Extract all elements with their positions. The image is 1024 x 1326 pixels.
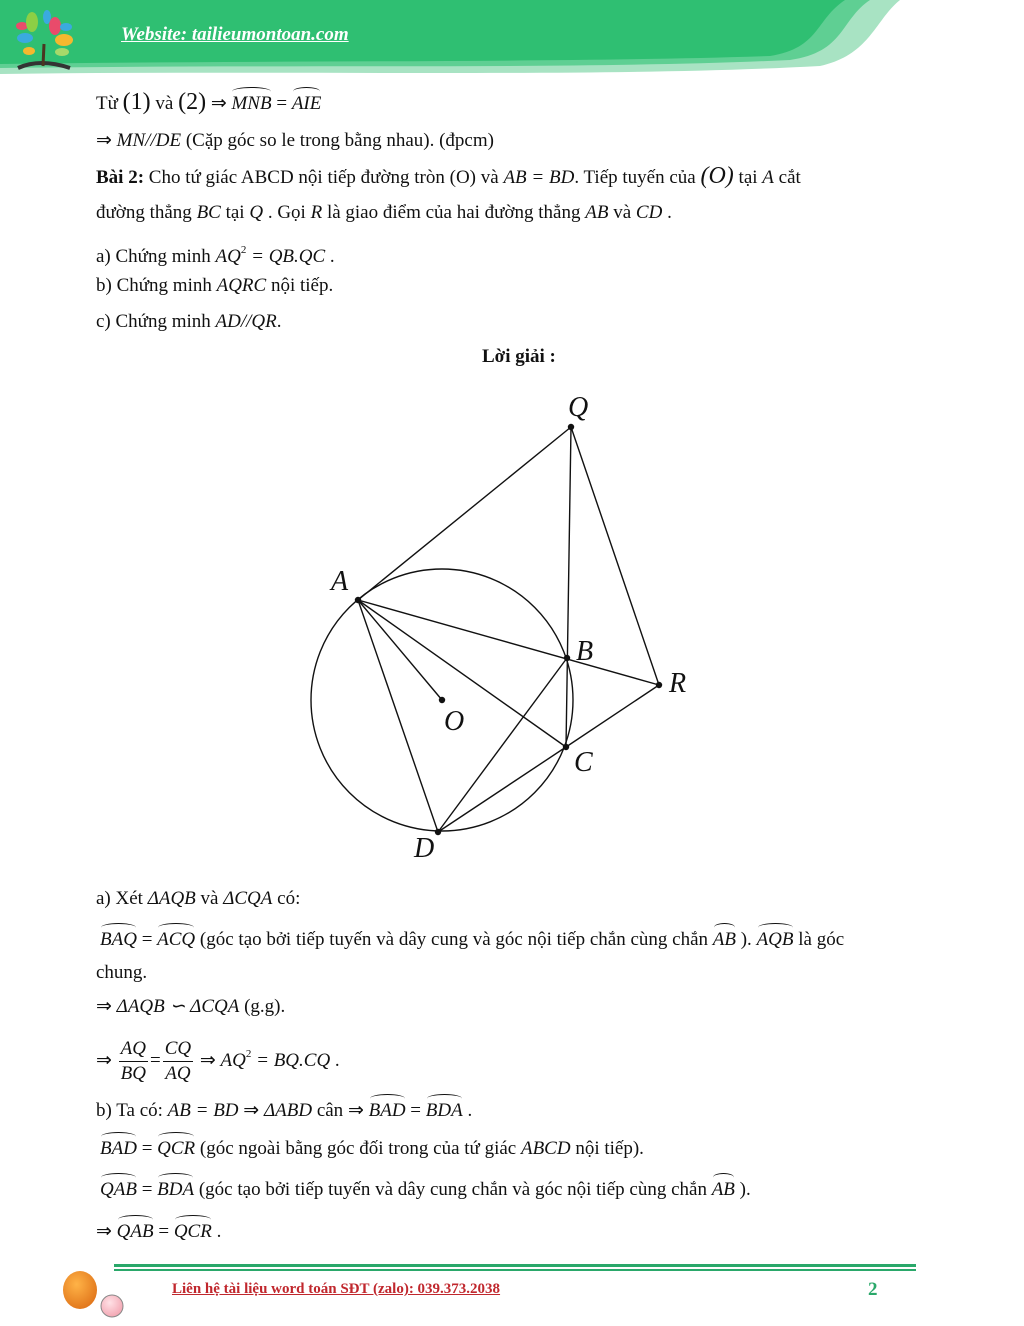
text: cắt <box>773 167 801 188</box>
contact-link[interactable]: Liên hệ tài liệu word toán SĐT (zalo): 039.373.2038 <box>172 1281 501 1297</box>
solution-title: Lời giải : <box>482 346 556 367</box>
text: nội tiếp. <box>266 275 334 296</box>
implies-symbol: ⇒ <box>238 1100 264 1121</box>
implies-symbol: ⇒ <box>96 1221 117 1242</box>
text: đường thẳng <box>96 202 197 223</box>
arc-ab: AB <box>711 1179 735 1200</box>
math-expr: = BQ.CQ <box>251 1050 331 1071</box>
text: có: <box>272 888 301 909</box>
numerator: CQ <box>163 1037 193 1062</box>
text: nội tiếp). <box>570 1138 644 1159</box>
text: . <box>276 311 282 332</box>
segment-bd <box>438 658 567 832</box>
math-expr: AQ <box>215 246 241 267</box>
point-a <box>355 597 361 603</box>
math-expr: ΔAQB <box>147 888 196 909</box>
text: (góc ngoài bằng góc đối trong của tứ giác <box>195 1138 521 1159</box>
text: Từ <box>96 93 123 114</box>
solution-b-tangent-angle <box>100 1178 751 1202</box>
numerator: AQ <box>119 1037 148 1062</box>
footer-divider <box>114 1264 916 1267</box>
math-expr: = QB.QC <box>246 246 326 267</box>
angle-acq: ACQ <box>157 929 196 950</box>
denominator: BQ <box>120 1063 146 1085</box>
angle-qab: QAB <box>116 1221 154 1242</box>
solution-a-common: chung. <box>96 962 148 983</box>
equals: = <box>136 1179 158 1200</box>
text: tại <box>733 167 763 188</box>
solution-a-intro <box>96 887 300 911</box>
angle-aqb: AQB <box>756 929 794 950</box>
segment-dc <box>438 747 566 832</box>
text: (g.g). <box>239 996 286 1017</box>
implies-symbol: ⇒ <box>96 1050 117 1071</box>
denominator: AQ <box>165 1063 191 1085</box>
math-expr: AB = BD <box>167 1100 239 1121</box>
math-expr: ABCD <box>520 1138 571 1159</box>
label-d: D <box>414 833 435 864</box>
math-expr: CD <box>635 202 663 223</box>
text: . <box>325 246 335 267</box>
angle-mnb: MNB <box>231 93 272 114</box>
geometry-figure <box>0 380 1024 880</box>
math-expr: MN//DE <box>116 130 182 151</box>
text: a) Chứng minh <box>96 246 216 267</box>
text: . <box>462 1100 473 1121</box>
footer-divider <box>114 1269 916 1271</box>
text: . <box>330 1050 340 1071</box>
equals: = <box>150 1050 161 1071</box>
problem-2-statement-cont <box>96 201 672 225</box>
label-q: Q <box>568 392 589 423</box>
text: (góc tạo bởi tiếp tuyến và dây cung và góc nội tiếp chắn cùng chắn <box>195 929 713 950</box>
angle-bda: BDA <box>425 1100 463 1121</box>
point-o <box>439 697 445 703</box>
text: Cho tứ giác ABCD nội tiếp đường tròn (O) và <box>144 167 504 188</box>
label-c: C <box>574 747 593 778</box>
segment-aq <box>358 427 571 600</box>
solution-a-similar <box>96 995 285 1019</box>
angle-qab: QAB <box>100 1179 137 1200</box>
problem-label: Bài 2: <box>96 167 145 188</box>
math-expr: AD//QR <box>215 311 277 332</box>
math-expr: ΔABD <box>263 1100 313 1121</box>
page-number: 2 <box>868 1279 878 1300</box>
segment-ar <box>358 600 659 685</box>
arc-ab: AB <box>712 929 736 950</box>
segment-cr <box>566 685 659 747</box>
text: . Gọi <box>263 202 311 223</box>
solution-b-exterior-angle <box>100 1137 644 1161</box>
math-expr: ΔAQB ∽ ΔCQA <box>116 996 240 1017</box>
footer-decoration-icon <box>58 1268 130 1326</box>
text: ). <box>735 929 757 950</box>
implies-symbol: ⇒ <box>96 130 117 151</box>
problem-2-statement <box>96 164 801 190</box>
angle-bda: BDA <box>157 1179 195 1200</box>
implies-symbol: ⇒ <box>347 1100 369 1121</box>
equals: = <box>136 929 158 950</box>
math-expr: A <box>762 167 774 188</box>
label-o: O <box>444 706 465 737</box>
ref-1: (1) <box>122 89 151 115</box>
website-link[interactable]: Website: tailieumontoan.com <box>121 24 349 45</box>
line-parallel-conclusion <box>96 129 494 153</box>
angle-bad: BAD <box>100 1138 137 1159</box>
text: c) Chứng minh <box>96 311 216 332</box>
text: (Cặp góc so le trong bằng nhau). (đpcm) <box>181 130 494 151</box>
label-a: A <box>331 566 349 597</box>
label-r: R <box>669 668 687 699</box>
implies-symbol: ⇒ <box>206 93 232 114</box>
angle-aie: AIE <box>291 93 322 114</box>
text: và <box>195 888 224 909</box>
superscript: 2 <box>240 244 247 256</box>
point-r <box>656 682 662 688</box>
label-b: B <box>576 636 594 667</box>
equals: = <box>153 1221 174 1242</box>
segment-qc <box>566 427 571 747</box>
text: . Tiếp tuyến của <box>574 167 701 188</box>
implies-symbol: ⇒ <box>195 1050 221 1071</box>
page-header <box>0 0 1024 80</box>
line-conclusion-angles <box>96 90 321 116</box>
math-expr: ΔCQA <box>223 888 273 909</box>
math-expr: BC <box>196 202 221 223</box>
text: ). <box>734 1179 751 1200</box>
solution-b-conclusion <box>96 1220 221 1244</box>
point-q <box>568 424 574 430</box>
math-expr: AB = BD <box>503 167 575 188</box>
text: và <box>150 93 179 114</box>
fraction-cq-aq <box>163 1037 193 1086</box>
text: tại <box>220 202 250 223</box>
ref-2: (2) <box>178 89 207 115</box>
question-c <box>96 310 282 334</box>
text: b) Chứng minh <box>96 275 217 296</box>
question-b <box>96 274 333 298</box>
text: . <box>662 202 672 223</box>
fraction-aq-bq <box>119 1037 148 1086</box>
point-b <box>564 655 570 661</box>
equals: = <box>405 1100 426 1121</box>
point-d <box>435 829 441 835</box>
equals: = <box>271 93 292 114</box>
text: cân <box>312 1100 348 1121</box>
implies-symbol: ⇒ <box>96 996 117 1017</box>
angle-qcr: QCR <box>173 1221 212 1242</box>
text: là góc <box>793 929 845 950</box>
text: a) Xét <box>96 888 148 909</box>
solution-a-ratio <box>96 1030 340 1086</box>
segment-ad <box>358 600 438 832</box>
math-expr: AQ <box>220 1050 246 1071</box>
solution-a-angles <box>100 928 844 952</box>
math-expr: Q <box>249 202 264 223</box>
math-expr: (O) <box>700 163 734 189</box>
angle-qcr: QCR <box>157 1138 196 1159</box>
superscript: 2 <box>245 1048 252 1060</box>
point-c <box>563 744 569 750</box>
text: . <box>211 1221 222 1242</box>
solution-b-isosceles <box>96 1099 472 1123</box>
text: và <box>608 202 636 223</box>
math-expr: AQRC <box>216 275 267 296</box>
text: b) Ta có: <box>96 1100 168 1121</box>
text: là giao điểm của hai đường thẳng <box>322 202 586 223</box>
math-expr: AB <box>585 202 609 223</box>
angle-baq: BAQ <box>100 929 137 950</box>
equals: = <box>136 1138 158 1159</box>
text: (góc tạo bởi tiếp tuyến và dây cung chắn và góc nội tiếp cùng chắn <box>194 1179 712 1200</box>
math-expr: R <box>310 202 323 223</box>
angle-bad: BAD <box>368 1100 406 1121</box>
question-a <box>96 238 335 269</box>
